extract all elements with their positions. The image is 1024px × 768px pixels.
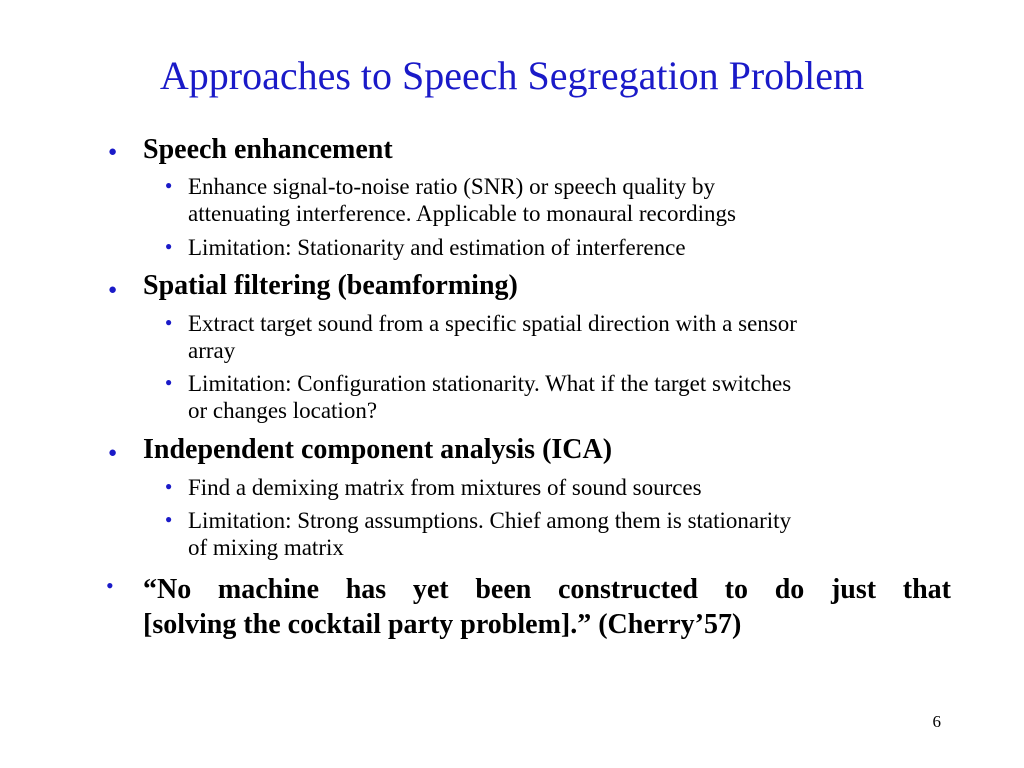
bullet-icon: • [106, 573, 114, 598]
text-line: “No machine has yet been constructed to do just that [143, 574, 951, 605]
text-line: [solving the cocktail party problem].” (Cherry’57) [143, 609, 742, 640]
bullet-icon: ● [108, 445, 118, 461]
text-line: or changes location? [188, 398, 378, 423]
sub-bullet-text [188, 474, 968, 501]
sub-bullet-text [188, 173, 968, 227]
text-line: of mixing matrix [188, 535, 344, 560]
sub-bullet-icon: ● [165, 239, 173, 253]
sub-bullet-text [188, 507, 968, 561]
slide-title: Approaches to Speech Segregation Problem [159, 53, 865, 98]
bullet-icon: ● [108, 144, 118, 160]
section-heading: Speech enhancement [143, 134, 393, 165]
text-line: attenuating interference. Applicable to monaural recordings [188, 201, 736, 226]
sub-bullet-text [188, 310, 968, 364]
text-line: Limitation: Stationarity and estimation of interference [188, 235, 686, 260]
sub-bullet-icon: ● [165, 315, 173, 329]
sub-bullet-icon: ● [165, 375, 173, 389]
bullet-icon: ● [108, 282, 118, 298]
text-line: Extract target sound from a specific spatial direction with a sensor [188, 311, 797, 336]
section-heading: Spatial filtering (beamforming) [143, 270, 518, 301]
page-number: 6 [932, 712, 941, 731]
sub-bullet-icon: ● [165, 178, 173, 192]
sub-bullet-text [188, 234, 968, 261]
sub-bullet-text [188, 370, 968, 424]
sub-bullet-icon: ● [165, 512, 173, 526]
text-line: Enhance signal-to-noise ratio (SNR) or speech quality by [188, 174, 715, 199]
text-line: Find a demixing matrix from mixtures of sound sources [188, 475, 702, 500]
sub-bullet-icon: ● [165, 479, 173, 493]
text-line: array [188, 338, 236, 363]
text-line: Limitation: Strong assumptions. Chief among them is stationarity [188, 508, 792, 533]
text-line: Limitation: Configuration stationarity. What if the target switches [188, 371, 792, 396]
quote-text [143, 572, 951, 642]
section-heading: Independent component analysis (ICA) [143, 434, 613, 465]
